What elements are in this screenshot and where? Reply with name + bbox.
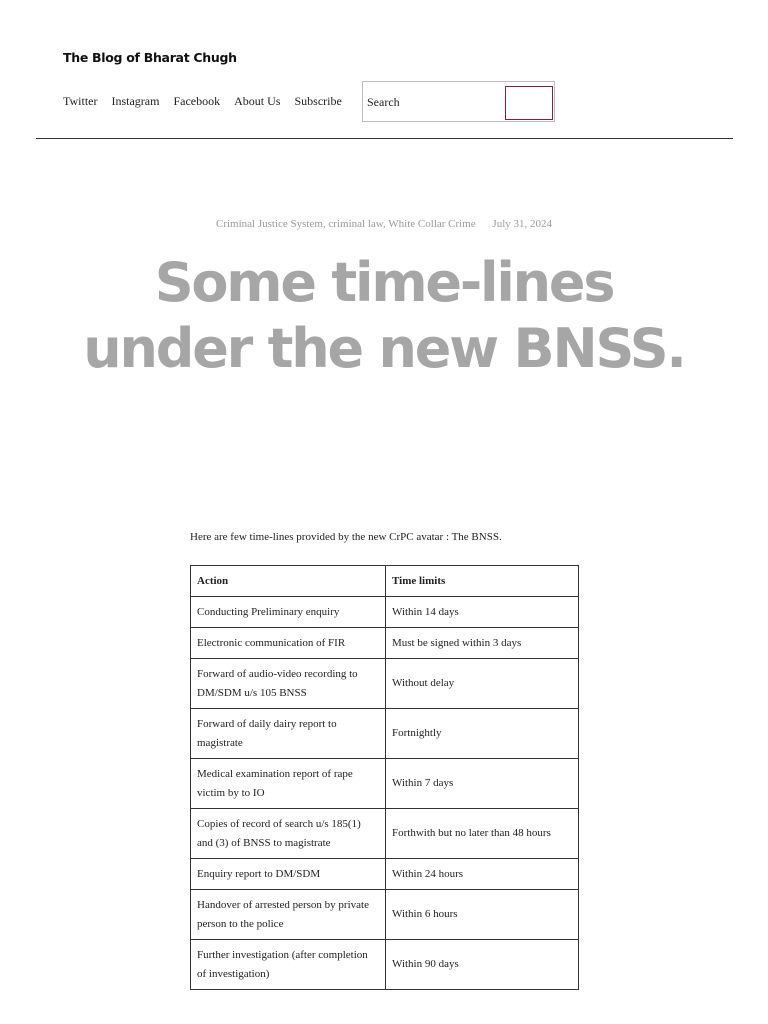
header-time-limits: Time limits	[386, 566, 579, 597]
search-button[interactable]	[505, 86, 553, 120]
table-row	[191, 597, 579, 628]
cell-action: Further investigation (after completion of investigation)	[191, 940, 386, 990]
search-input[interactable]	[367, 92, 497, 112]
cell-time-limit: Without delay	[386, 659, 579, 709]
table-row	[191, 759, 579, 809]
cell-time-limit: Forthwith but no later than 48 hours	[386, 809, 579, 859]
post-categories[interactable]: Criminal Justice System, criminal law, White Collar Crime	[215, 218, 476, 230]
cell-action: Forward of audio-video recording to DM/SDM u/s 105 BNSS	[191, 659, 386, 709]
table-row	[191, 809, 579, 859]
cell-action: Enquiry report to DM/SDM	[191, 859, 386, 890]
cell-action: Conducting Preliminary enquiry	[191, 597, 386, 628]
cell-time-limit: Within 90 days	[386, 940, 579, 990]
table-row	[191, 859, 579, 890]
header-divider	[36, 138, 733, 139]
cell-time-limit: Within 14 days	[386, 597, 579, 628]
cell-time-limit: Must be signed within 3 days	[386, 628, 579, 659]
nav-instagram[interactable]: Instagram	[111, 94, 160, 108]
nav-about-us[interactable]: About Us	[234, 94, 281, 108]
cell-action: Handover of arrested person by private person to the police	[191, 890, 386, 940]
cell-time-limit: Within 6 hours	[386, 890, 579, 940]
post-date[interactable]: July 31, 2024	[492, 218, 553, 230]
cell-time-limit: Fortnightly	[386, 709, 579, 759]
nav-subscribe[interactable]: Subscribe	[294, 94, 342, 108]
post-meta	[0, 218, 768, 230]
table-row	[191, 628, 579, 659]
site-title[interactable]: The Blog of Bharat Chugh	[63, 50, 237, 65]
cell-action: Forward of daily dairy report to magistrate	[191, 709, 386, 759]
nav-twitter[interactable]: Twitter	[63, 94, 98, 108]
post-title-line-2: under the new BNSS.	[83, 317, 685, 380]
cell-action: Medical examination report of rape victim by to IO	[191, 759, 386, 809]
cell-action: Copies of record of search u/s 185(1) and (3) of BNSS to magistrate	[191, 809, 386, 859]
post-title	[40, 250, 728, 382]
table-row	[191, 709, 579, 759]
nav-facebook[interactable]: Facebook	[173, 94, 221, 108]
table-row	[191, 940, 579, 990]
cell-time-limit: Within 24 hours	[386, 859, 579, 890]
cell-time-limit: Within 7 days	[386, 759, 579, 809]
post-intro: Here are few time-lines provided by the new CrPC avatar : The BNSS.	[190, 531, 502, 543]
table-header-row	[191, 566, 579, 597]
post-title-line-1: Some time-lines	[154, 251, 614, 314]
main-nav	[63, 94, 356, 109]
search-form	[362, 81, 555, 122]
timelines-table	[190, 565, 579, 990]
cell-action: Electronic communication of FIR	[191, 628, 386, 659]
table-row	[191, 659, 579, 709]
table-row	[191, 890, 579, 940]
header-action: Action	[191, 566, 386, 597]
